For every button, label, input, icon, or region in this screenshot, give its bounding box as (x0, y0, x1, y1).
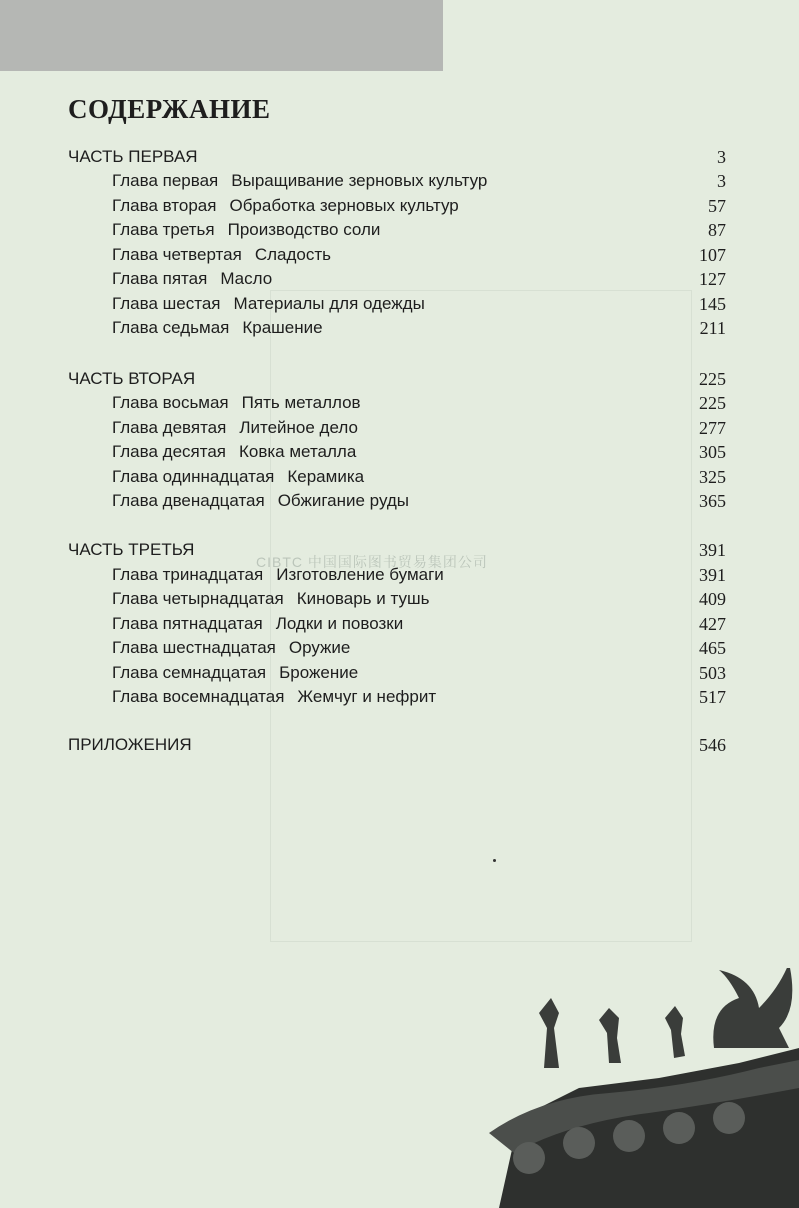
page-number: 127 (699, 269, 726, 289)
chapter-title: Брожение (279, 663, 359, 682)
page-number: 391 (699, 565, 726, 585)
toc-entry-label (112, 194, 459, 218)
toc-chapter-entry (0, 465, 799, 489)
page-number: 277 (699, 418, 726, 438)
page-number: 145 (699, 294, 726, 314)
page-number: 365 (699, 491, 726, 511)
page-number: 225 (699, 393, 726, 413)
toc-chapter-entry (0, 587, 799, 611)
toc-chapter-entry (0, 636, 799, 660)
part-title: ЧАСТЬ ВТОРАЯ (68, 369, 196, 388)
chapter-title: Жемчуг и нефрит (297, 687, 437, 706)
toc-chapter-entry (0, 194, 799, 218)
page-number: 503 (699, 663, 726, 683)
chapter-number: Глава пятнадцатая (112, 614, 263, 633)
toc-entry-label (112, 391, 361, 415)
toc-chapter-entry (0, 612, 799, 636)
chapter-title: Крашение (242, 318, 323, 337)
part-title: ЧАСТЬ ТРЕТЬЯ (68, 540, 195, 559)
chapter-title: Производство соли (227, 220, 381, 239)
chapter-number: Глава шестая (112, 294, 221, 313)
toc-chapter-entry (0, 292, 799, 316)
chapter-title: Литейное дело (239, 418, 358, 437)
page-number: 427 (699, 614, 726, 634)
chapter-number: Глава четырнадцатая (112, 589, 284, 608)
chapter-title: Лодки и повозки (275, 614, 404, 633)
toc-chapter-entry (0, 416, 799, 440)
toc-part-entry (0, 733, 799, 757)
toc-entry-label (112, 489, 409, 513)
chapter-title: Материалы для одежды (233, 294, 425, 313)
toc-entry-label (112, 267, 272, 291)
page-number: 517 (699, 687, 726, 707)
toc-chapter-entry (0, 267, 799, 291)
chapter-number: Глава семнадцатая (112, 663, 267, 682)
page-number: 3 (717, 171, 726, 191)
chapter-number: Глава одиннадцатая (112, 467, 275, 486)
chapter-number: Глава тринадцатая (112, 565, 264, 584)
toc-part-entry (0, 145, 799, 169)
toc-entry-label (112, 169, 487, 193)
chapter-title: Керамика (287, 467, 365, 486)
page-title: СОДЕРЖАНИЕ (68, 94, 271, 124)
toc-entry-label (112, 636, 350, 660)
toc-entry-label (68, 538, 194, 562)
toc-entry-label (68, 145, 198, 169)
chapter-number: Глава вторая (112, 196, 217, 215)
toc-chapter-entry (0, 489, 799, 513)
toc-entry-label (112, 292, 425, 316)
toc-entry-label (112, 243, 331, 267)
chapter-number: Глава восемнадцатая (112, 687, 285, 706)
chapter-number: Глава двенадцатая (112, 491, 265, 510)
toc-chapter-entry (0, 661, 799, 685)
toc-entry-label (68, 733, 192, 757)
chapter-title: Обработка зерновых культур (229, 196, 459, 215)
chapter-title: Ковка металла (238, 442, 357, 461)
page-number: 305 (699, 442, 726, 462)
chapter-title: Выращивание зерновых культур (231, 171, 488, 190)
toc-entry-label (112, 612, 403, 636)
toc-entry-label (68, 367, 195, 391)
chapter-number: Глава восьмая (112, 393, 229, 412)
page-number: 57 (708, 196, 726, 216)
chapter-title: Обжигание руды (277, 491, 410, 510)
page-number: 546 (699, 735, 726, 755)
page-number: 211 (699, 318, 726, 338)
chapter-number: Глава пятая (112, 269, 208, 288)
toc-chapter-entry (0, 243, 799, 267)
chapter-title: Пять металлов (241, 393, 361, 412)
header-gray-block (0, 0, 443, 71)
toc-chapter-entry (0, 169, 799, 193)
chapter-title: Сладость (254, 245, 331, 264)
toc-chapter-entry (0, 391, 799, 415)
chapter-title: Киноварь и тушь (296, 589, 430, 608)
toc-entry-label (112, 587, 429, 611)
page-number: 225 (699, 369, 726, 389)
chapter-number: Глава четвертая (112, 245, 242, 264)
part-title: ПРИЛОЖЕНИЯ (68, 735, 192, 754)
page-number: 87 (708, 220, 726, 240)
toc-entry-label (112, 218, 380, 242)
chapter-number: Глава первая (112, 171, 219, 190)
toc-chapter-entry (0, 218, 799, 242)
page-number: 465 (699, 638, 726, 658)
chapter-number: Глава третья (112, 220, 215, 239)
page-number: 107 (699, 245, 726, 265)
part-title: ЧАСТЬ ПЕРВАЯ (68, 147, 198, 166)
chapter-title: Оружие (288, 638, 351, 657)
page-number: 409 (699, 589, 726, 609)
chinese-roof-ridge-ornament-icon (459, 968, 799, 1208)
chapter-title: Масло (220, 269, 273, 288)
watermark: CIBTC 中国国际图书贸易集团公司 (256, 554, 488, 570)
toc-entry-label (112, 661, 358, 685)
chapter-number: Глава седьмая (112, 318, 230, 337)
toc-chapter-entry (0, 440, 799, 464)
chapter-number: Глава шестнадцатая (112, 638, 276, 657)
toc-entry-label (112, 685, 436, 709)
page-number: 391 (699, 540, 726, 560)
speck (493, 859, 496, 862)
toc-entry-label (112, 465, 364, 489)
toc-entry-label (112, 440, 356, 464)
chapter-title: Изготовление бумаги (276, 565, 444, 584)
toc-entry-label (112, 316, 323, 340)
toc-entry-label (112, 416, 358, 440)
page-number: 3 (717, 147, 726, 167)
chapter-number: Глава девятая (112, 418, 227, 437)
toc-part-entry (0, 367, 799, 391)
page-number: 325 (699, 467, 726, 487)
toc-chapter-entry (0, 316, 799, 340)
chapter-number: Глава десятая (112, 442, 226, 461)
toc-chapter-entry (0, 685, 799, 709)
